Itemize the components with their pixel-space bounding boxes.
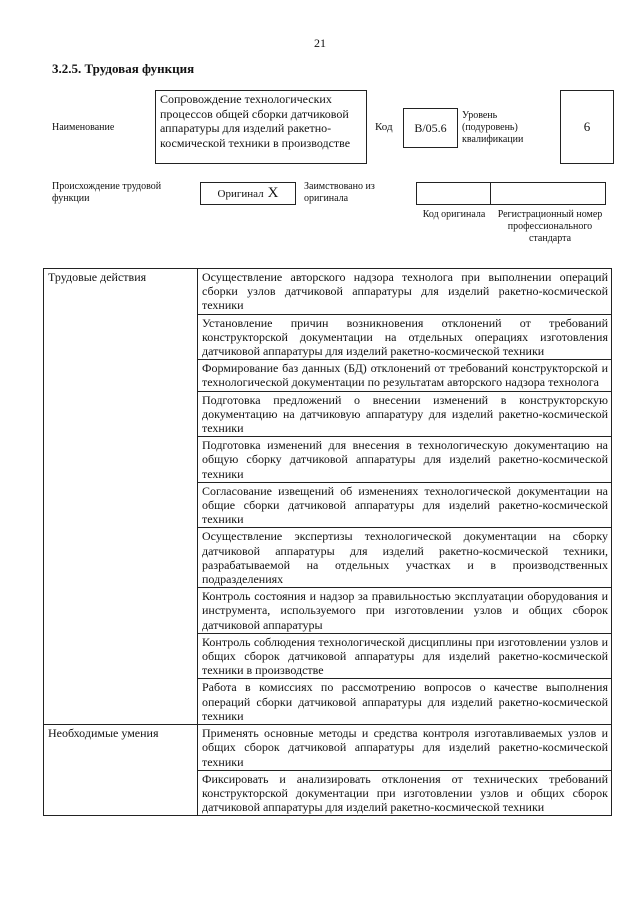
code-original-box [416,182,491,205]
registration-number-label: Регистрационный номер профессионального стандарта [497,209,603,244]
category-cell: Необходимые умения [44,725,198,816]
origin-original-box [200,182,296,205]
labor-function-table [43,268,612,816]
table-cell: Осуществление авторского надзора технолога при выполнении операций сборки узлов датчиковой аппаратуры для изделий ракетно-космической техники [198,269,612,315]
table-cell: Осуществление экспертизы технологической документации на сборку датчиковой аппаратуры для изделий ракетно-космической техники, разрабатываемой на отдельных участках и в производственных подразделениях [198,528,612,588]
borrowed-label: Заимствовано из оригинала [304,181,375,204]
table-row [44,269,612,315]
table-cell: Подготовка изменений для внесения в технологическую документацию на общую сборку датчиковой аппаратуры для изделий ракетно-космической техники [198,437,612,483]
table-cell: Контроль соблюдения технологической дисциплины при изготовлении узлов и общих сборок датчиковой аппаратуры для изделий ракетно-космической техники в производстве [198,633,612,679]
table-row [44,725,612,771]
page-number: 21 [314,36,326,50]
table-cell: Работа в комиссиях по рассмотрению вопросов о качестве выполнения операций сборки датчиковой аппаратуры для изделий ракетно-космической техники [198,679,612,725]
table-cell: Фиксировать и анализировать отклонения от технических требований конструкторской документации при изготовлении узлов и общих сборок датчиковой аппаратуры для изделий ракетно-космической техники [198,770,612,816]
level-label: Уровень (подуровень) квалификации [462,110,524,145]
name-label: Наименование [52,122,115,133]
origin-label: Происхождение трудовой функции [52,181,162,204]
function-name-box: Сопровождение технологических процессов общей сборки датчиковой аппаратуры для изделий ракетно-космической техники в производстве [155,90,367,164]
function-code-box: В/05.6 [403,108,458,148]
table-cell: Согласование извещений об изменениях технологической документации на общие сборки датчиковой аппаратуры для изделий ракетно-космической техники [198,482,612,528]
qualification-level-box: 6 [560,90,614,164]
original-label: Оригинал [217,187,264,200]
code-original-label: Код оригинала [422,209,486,220]
registration-number-box [490,182,606,205]
code-label: Код [375,121,393,133]
table-cell: Контроль состояния и надзор за правильностью эксплуатации оборудования и инструмента, используемого при изготовлении узлов и общих сборок датчиковой аппаратуры [198,588,612,634]
section-heading: 3.2.5. Трудовая функция [52,61,195,76]
table-cell: Подготовка предложений о внесении изменений в конструкторскую документацию на датчиковую аппаратуру для изделий ракетно-космической техники [198,391,612,437]
original-mark: X [267,185,279,201]
table-cell: Формирование баз данных (БД) отклонений от требований конструкторской и технологической документации по результатам авторского надзора технолога [198,360,612,391]
table-cell: Установление причин возникновения отклонений от требований конструкторской документации на отдельных операциях изготовления датчиковой аппаратуры для изделий ракетно-космической техники [198,314,612,360]
category-cell: Трудовые действия [44,269,198,725]
table-cell: Применять основные методы и средства контроля изготавливаемых узлов и общих сборок датчиковой аппаратуры для изделий ракетно-космической техники [198,725,612,771]
